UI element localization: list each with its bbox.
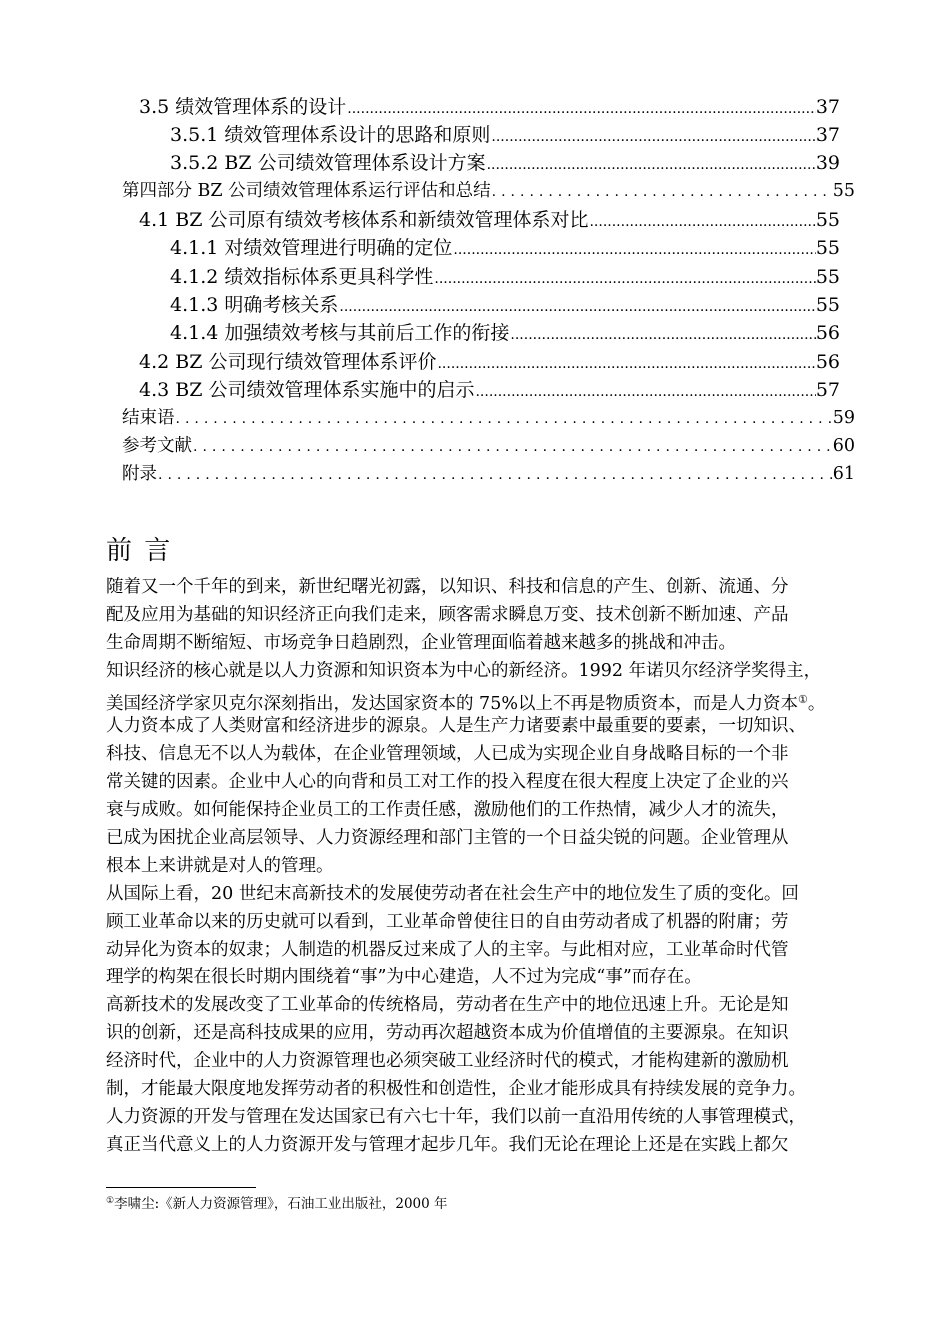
toc-entry-page: 60 xyxy=(832,436,855,456)
toc-leader-dots xyxy=(346,101,816,117)
toc-leader-dots xyxy=(175,411,833,427)
footnote-marker: ① xyxy=(106,1196,115,1206)
toc-entry[interactable] xyxy=(170,262,840,290)
toc-entry-label: 4.1 BZ 公司原有绩效考核体系和新绩效管理体系对比 xyxy=(139,209,589,231)
text-line-tail: 。 xyxy=(807,693,826,714)
toc-entry[interactable] xyxy=(122,404,855,432)
text-line: 从国际上看，20 世纪末高新技术的发展使劳动者在社会生产中的地位发生了质的变化。回 xyxy=(106,883,799,904)
text-line: 高新技术的发展改变了工业革命的传统格局，劳动者在生产中的地位迅速上升。无论是知 xyxy=(106,995,789,1016)
toc-entry-page: 37 xyxy=(815,96,840,118)
toc-entry-page: 37 xyxy=(815,124,840,146)
body-text xyxy=(106,574,851,1160)
toc-entry-label: 4.1.1 对绩效管理进行明确的定位 xyxy=(170,237,453,259)
toc-entry-page: 55 xyxy=(815,237,840,259)
footnote-text: 李啸尘:《新人力资源管理》，石油工业出版社，2000 年 xyxy=(114,1196,448,1212)
toc-entry-label: 参考文献 xyxy=(122,436,192,456)
text-line: 真正当代意义上的人力资源开发与管理才起步几年。我们无论在理论上还是在实践上都欠 xyxy=(106,1134,789,1155)
footnote-separator xyxy=(106,1187,256,1188)
text-line: 随着又一个千年的到来，新世纪曙光初露，以知识、科技和信息的产生、创新、流通、分 xyxy=(106,577,789,597)
text-line: 人力资源的开发与管理在发达国家已有六七十年，我们以前一直沿用传统的人事管理模式， xyxy=(106,1106,806,1127)
toc-leader-dots xyxy=(509,327,815,343)
toc-entry[interactable] xyxy=(139,347,840,375)
toc-leader-dots xyxy=(486,157,816,173)
toc-entry[interactable] xyxy=(122,177,855,205)
toc-entry-page: 59 xyxy=(832,408,855,428)
text-line-with-footnote xyxy=(106,686,851,714)
toc-leader-dots xyxy=(588,214,815,230)
toc-entry-page: 56 xyxy=(815,322,840,344)
toc-leader-dots xyxy=(436,356,815,372)
toc-entry-label: 4.2 BZ 公司现行绩效管理体系评价 xyxy=(139,351,437,373)
toc-entry-page: 61 xyxy=(832,464,855,484)
toc-leader-dots xyxy=(490,129,815,145)
text-line: 配及应用为基础的知识经济正向我们走来，顾客需求瞬息万变、技术创新不断加速、产品 xyxy=(106,604,789,625)
text-line: 根本上来讲就是对人的管理。 xyxy=(106,855,334,876)
toc-entry[interactable] xyxy=(139,375,840,403)
toc-entry-label: 第四部分 BZ 公司绩效管理体系运行评估和总结 xyxy=(122,181,491,201)
text-line: 动异化为资本的奴隶；人制造的机器反过来成了人的主宰。与此相对应，工业革命时代管 xyxy=(106,939,789,960)
toc-entry-label: 4.1.4 加强绩效考核与其前后工作的衔接 xyxy=(170,322,510,344)
text-line: 科技、信息无不以人为载体，在企业管理领域，人已成为实现企业自身战略目标的一个非 xyxy=(106,744,789,765)
toc-leader-dots xyxy=(433,271,815,287)
toc-entry[interactable] xyxy=(139,92,840,120)
footnote-reference[interactable]: ① xyxy=(797,692,808,706)
toc-entry[interactable] xyxy=(170,233,840,261)
toc-entry-label: 3.5 绩效管理体系的设计 xyxy=(139,96,347,118)
text-line: 已成为困扰企业高层领导、人力资源经理和部门主管的一个日益尖锐的问题。企业管理从 xyxy=(106,828,789,849)
toc-entry-page: 55 xyxy=(815,266,840,288)
toc-leader-dots xyxy=(474,384,815,400)
toc-entry[interactable] xyxy=(170,120,840,148)
text-line: 人力资本成了人类财富和经济进步的源泉。人是生产力诸要素中最重要的要素，一切知识、 xyxy=(106,716,806,737)
section-heading: 前 言 xyxy=(106,536,173,566)
toc-entry-label: 结束语 xyxy=(122,408,175,428)
toc-entry[interactable] xyxy=(170,148,840,176)
toc-entry[interactable] xyxy=(122,432,855,460)
toc-entry-label: 4.1.2 绩效指标体系更具科学性 xyxy=(170,266,434,288)
toc-entry-page: 57 xyxy=(815,379,840,401)
toc-entry-label: 4.3 BZ 公司绩效管理体系实施中的启示 xyxy=(139,379,475,401)
toc-leader-dots xyxy=(192,439,833,455)
toc-leader-dots xyxy=(338,299,815,315)
toc-entry-page: 55 xyxy=(815,209,840,231)
text-line: 理学的构架在很长时期内围绕着“事”为中心建造，人不过为完成“事”而存在。 xyxy=(106,967,702,988)
toc-leader-dots xyxy=(157,467,833,483)
text-line: 知识经济的核心就是以人力资源和知识资本为中心的新经济。1992 年诺贝尔经济学奖得主， xyxy=(106,660,822,681)
text-line: 制，才能最大限度地发挥劳动者的积极性和创造性，企业才能形成具有持续发展的竞争力。 xyxy=(106,1079,806,1100)
text-line: 识的创新，还是高科技成果的应用，劳动再次超越资本成为价值增值的主要源泉。在知识 xyxy=(106,1023,789,1044)
text-line: 常关键的因素。企业中人心的向背和员工对工作的投入程度在很大程度上决定了企业的兴 xyxy=(106,772,789,793)
toc-entry[interactable] xyxy=(170,290,840,318)
toc-entry-page: 55 xyxy=(815,294,840,316)
toc-leader-dots xyxy=(452,242,815,258)
toc-entry-label: 4.1.3 明确考核关系 xyxy=(170,294,339,316)
toc-entry[interactable] xyxy=(122,460,855,488)
text-line: 经济时代，企业中的人力资源管理也必须突破工业经济时代的模式，才能构建新的激励机 xyxy=(106,1051,789,1072)
text-line: 生命周期不断缩短、市场竞争日趋剧烈，企业管理面临着越来越多的挑战和冲击。 xyxy=(106,632,736,653)
toc-entry[interactable] xyxy=(170,318,840,346)
toc-entry[interactable] xyxy=(139,205,840,233)
toc-entry-label: 3.5.1 绩效管理体系设计的思路和原则 xyxy=(170,124,491,146)
text-line: 美国经济学家贝克尔深刻指出，发达国家资本的 75%以上不再是物质资本，而是人力资本 xyxy=(106,693,798,714)
toc-entry-page: 55 xyxy=(832,181,855,201)
toc-entry-page: 39 xyxy=(815,152,840,174)
text-line: 顾工业革命以来的历史就可以看到，工业革命曾使往日的自由劳动者成了机器的附庸；劳 xyxy=(106,911,789,932)
toc-entry-label: 附录 xyxy=(122,464,157,484)
toc-leader-dots xyxy=(491,184,833,200)
text-line: 衰与成败。如何能保持企业员工的工作责任感，激励他们的工作热情，减少人才的流失， xyxy=(106,800,789,821)
toc-entry-label: 3.5.2 BZ 公司绩效管理体系设计方案 xyxy=(170,152,486,174)
toc-entry-page: 56 xyxy=(815,351,840,373)
footnote xyxy=(106,1192,448,1212)
